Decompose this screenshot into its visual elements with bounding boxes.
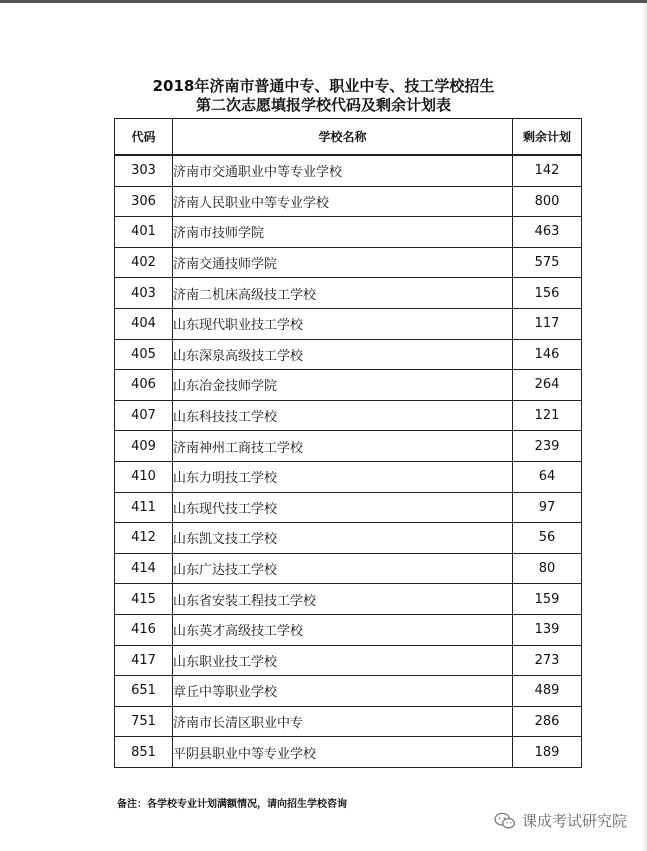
school-name-cell: 平阴县职业中等专业学校 xyxy=(173,737,513,768)
table-row xyxy=(115,156,582,187)
table-row xyxy=(115,186,582,217)
school-name-cell: 济南神州工商技工学校 xyxy=(173,431,513,462)
header-code: 代码 xyxy=(115,119,173,155)
school-code-cell: 409 xyxy=(115,431,173,462)
remaining-plan-cell: 489 xyxy=(513,676,582,707)
school-code-cell: 416 xyxy=(115,614,173,645)
remaining-plan-cell: 142 xyxy=(513,156,582,187)
school-name-cell: 山东力明技工学校 xyxy=(173,461,513,492)
watermark-text: 课成考试研究院 xyxy=(521,812,627,830)
table-row xyxy=(115,492,582,523)
school-code-cell: 405 xyxy=(115,339,173,370)
school-code-cell: 651 xyxy=(115,676,173,707)
remaining-plan-cell: 97 xyxy=(513,492,582,523)
watermark xyxy=(494,810,627,831)
school-code-cell: 751 xyxy=(115,706,173,737)
school-code-cell: 410 xyxy=(115,461,173,492)
wechat-icon xyxy=(494,812,516,830)
remaining-plan-cell: 121 xyxy=(513,400,582,431)
school-name-cell: 山东现代职业技工学校 xyxy=(173,308,513,339)
school-name-cell: 章丘中等职业学校 xyxy=(173,676,513,707)
table-row xyxy=(115,400,582,431)
remaining-plan-cell: 575 xyxy=(513,247,582,278)
school-name-cell: 济南市技师学院 xyxy=(173,217,513,248)
header-school-name: 学校名称 xyxy=(173,119,513,155)
school-name-cell: 山东省安装工程技工学校 xyxy=(173,584,513,615)
table-row xyxy=(115,308,582,339)
school-code-cell: 412 xyxy=(115,523,173,554)
table-row xyxy=(115,737,582,768)
school-name-cell: 济南二机床高级技工学校 xyxy=(173,278,513,309)
table-row xyxy=(115,370,582,401)
school-name-cell: 山东科技技工学校 xyxy=(173,400,513,431)
table-row xyxy=(115,676,582,707)
table-row xyxy=(115,614,582,645)
school-code-cell: 417 xyxy=(115,645,173,676)
school-name-cell: 山东现代技工学校 xyxy=(173,492,513,523)
remaining-plan-cell: 800 xyxy=(513,186,582,217)
table-row xyxy=(115,431,582,462)
school-name-cell: 山东凯文技工学校 xyxy=(173,523,513,554)
school-code-cell: 303 xyxy=(115,156,173,187)
school-name-cell: 济南市交通职业中等专业学校 xyxy=(173,156,513,187)
remaining-plan-cell: 156 xyxy=(513,278,582,309)
remaining-plan-cell: 80 xyxy=(513,553,582,584)
school-code-cell: 403 xyxy=(115,278,173,309)
remaining-plan-cell: 56 xyxy=(513,523,582,554)
table-header-row xyxy=(115,119,582,155)
remaining-plan-cell: 139 xyxy=(513,614,582,645)
school-code-cell: 306 xyxy=(115,186,173,217)
remaining-plan-cell: 273 xyxy=(513,645,582,676)
school-code-cell: 401 xyxy=(115,217,173,248)
page-title-line2: 第二次志愿填报学校代码及剩余计划表 xyxy=(195,96,451,114)
table-row xyxy=(115,553,582,584)
school-plan-table xyxy=(114,118,582,768)
school-name-cell: 济南人民职业中等专业学校 xyxy=(173,186,513,217)
remaining-plan-cell: 286 xyxy=(513,706,582,737)
school-code-cell: 406 xyxy=(115,370,173,401)
remaining-plan-cell: 463 xyxy=(513,217,582,248)
remaining-plan-cell: 189 xyxy=(513,737,582,768)
window-top-edge xyxy=(0,0,647,3)
page-title-line1: 2018年济南市普通中专、职业中专、技工学校招生 xyxy=(152,77,495,95)
school-code-cell: 851 xyxy=(115,737,173,768)
school-code-cell: 415 xyxy=(115,584,173,615)
school-name-cell: 济南市长清区职业中专 xyxy=(173,706,513,737)
table-row xyxy=(115,461,582,492)
remaining-plan-cell: 159 xyxy=(513,584,582,615)
school-name-cell: 济南交通技师学院 xyxy=(173,247,513,278)
school-name-cell: 山东英才高级技工学校 xyxy=(173,614,513,645)
table-row xyxy=(115,247,582,278)
remaining-plan-cell: 264 xyxy=(513,370,582,401)
school-name-cell: 山东职业技工学校 xyxy=(173,645,513,676)
table-row xyxy=(115,584,582,615)
table-row xyxy=(115,523,582,554)
table-row xyxy=(115,278,582,309)
school-name-cell: 山东深泉高级技工学校 xyxy=(173,339,513,370)
table-row xyxy=(115,645,582,676)
remaining-plan-cell: 239 xyxy=(513,431,582,462)
remaining-plan-cell: 64 xyxy=(513,461,582,492)
school-code-cell: 407 xyxy=(115,400,173,431)
table-row xyxy=(115,217,582,248)
school-code-cell: 414 xyxy=(115,553,173,584)
remaining-plan-cell: 146 xyxy=(513,339,582,370)
page-edge-shadow xyxy=(642,3,647,851)
remaining-plan-cell: 117 xyxy=(513,308,582,339)
footnote: 备注：各学校专业计划满额情况，请向招生学校咨询 xyxy=(117,799,347,810)
header-remaining-plan: 剩余计划 xyxy=(513,119,582,155)
school-name-cell: 山东冶金技师学院 xyxy=(173,370,513,401)
table-row xyxy=(115,339,582,370)
table-row xyxy=(115,706,582,737)
school-name-cell: 山东广达技工学校 xyxy=(173,553,513,584)
school-code-cell: 402 xyxy=(115,247,173,278)
school-code-cell: 411 xyxy=(115,492,173,523)
school-code-cell: 404 xyxy=(115,308,173,339)
